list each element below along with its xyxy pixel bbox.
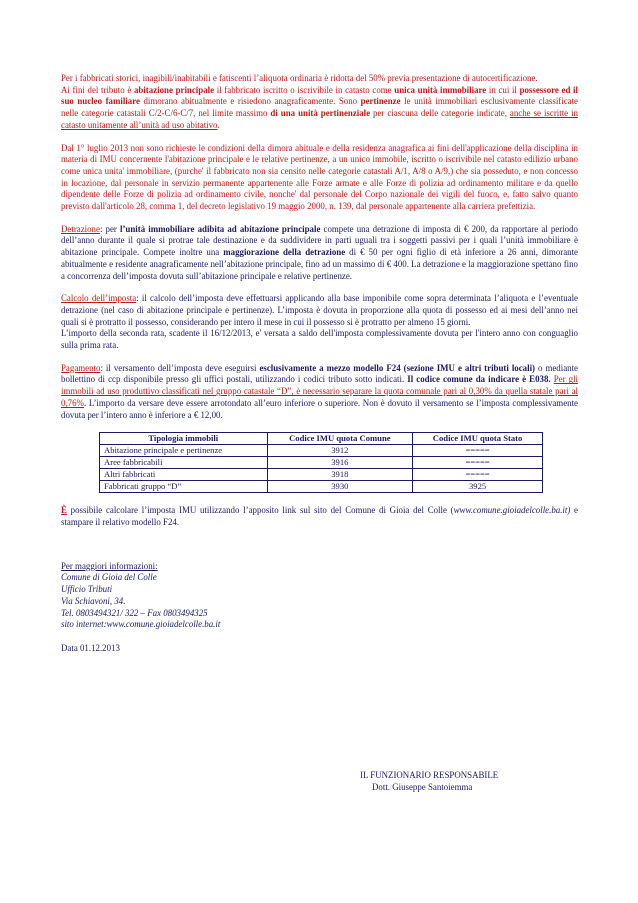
signature-title: IL FUNZIONARIO RESPONSABILE bbox=[360, 770, 499, 780]
table-cell: 3916 bbox=[267, 457, 413, 469]
contact-line: Comune di Gioia del Colle bbox=[61, 572, 157, 583]
signature-block bbox=[360, 770, 498, 793]
website-link[interactable]: www.comune.gioiadelcolle.ba.it) bbox=[453, 505, 571, 516]
calcolo-heading: Calcolo dell’imposta bbox=[61, 293, 137, 304]
table-header-row bbox=[100, 433, 543, 445]
paragraph-detrazione bbox=[61, 224, 578, 283]
document-body bbox=[61, 73, 578, 655]
paragraph-seconda-rata: L’importo della seconda rata, scadente il 16/12/2013, e' versata a saldo dell'imposta complessivamente dovuta per l'intero anno con conguaglio sulla prima rata. bbox=[61, 328, 578, 351]
text: : per bbox=[99, 223, 120, 234]
contact-line: Ufficio Tributi bbox=[61, 584, 113, 595]
table-cell: Fabbricati gruppo “D” bbox=[100, 481, 268, 493]
detrazione-heading: Detrazione bbox=[61, 223, 100, 234]
table-row bbox=[100, 469, 543, 481]
contacts-heading: Per maggiori informazioni: bbox=[61, 560, 158, 571]
bold-text: unica unità immobiliare bbox=[394, 84, 487, 95]
table-cell: 3930 bbox=[267, 481, 413, 493]
table-cell: 3925 bbox=[413, 481, 543, 493]
bold-text: esclusivamente a mezzo modello F24 (sezione IMU e altri tributi locali) bbox=[259, 362, 535, 373]
contact-line: Via Schiavoni, 34. bbox=[61, 595, 126, 606]
paragraph-pagamento bbox=[61, 363, 578, 422]
bold-text: abitazione principale bbox=[133, 84, 215, 95]
contact-line: Tel. 0803494321/ 322 – Fax 0803494325 bbox=[61, 607, 208, 618]
text: il fabbricato iscritto o iscrivibile in catasto come bbox=[214, 84, 395, 95]
text: di € 50 per ogni figlio di età inferiore a 26 anni, dimorante abitualmente e residente anagraficamente nell’abitazione principale, fino ad un massimo di € 400. La detrazione e la maggiorazione spettano fino a concorrenza dell’imposta dovuta sull’abitazione principale e relative pertinenze. bbox=[61, 247, 578, 281]
paragraph-link-calcolo bbox=[61, 505, 578, 528]
bold-lead: È bbox=[61, 505, 67, 516]
paragraph-fabbricati-storici: Per i fabbricati storici, inagibili/inabitabili e fatiscenti l’aliquota ordinaria è ridotta del 50% previa presentazione di autocertificazione. bbox=[61, 73, 538, 83]
underlined-text: Per gli immobili ad uso produttivo classificati nel gruppo catastale “D”, è necessario separare la quota comunale pari al 0,30% da quella statale pari al 0,76% bbox=[61, 374, 579, 408]
pagamento-heading: Pagamento bbox=[61, 362, 101, 373]
table-cell: Aree fabbricabili bbox=[100, 457, 268, 469]
contact-website[interactable]: sito internet:www.comune.gioiadelcolle.ba.it bbox=[61, 619, 221, 630]
table-cell: Abitazione principale e pertinenze bbox=[100, 445, 268, 457]
column-header: Codice IMU quota Stato bbox=[413, 433, 543, 445]
text: le unità immobiliari esclusivamente classificate nelle categorie catastali C/2-C/6-C/7, nel limite massimo bbox=[61, 96, 578, 119]
bold-text: maggiorazione della detrazione bbox=[223, 247, 346, 258]
table-row bbox=[100, 445, 543, 457]
table-cell: 3918 bbox=[267, 469, 413, 481]
text: e stampare il relativo modello F24. bbox=[61, 505, 578, 527]
bold-text: di una unità pertinenziale bbox=[270, 108, 371, 119]
bold-text: Il codice comune da indicare è E038. bbox=[407, 374, 551, 385]
table-cell: ===== bbox=[413, 469, 543, 481]
column-header: Codice IMU quota Comune bbox=[267, 433, 413, 445]
bold-text: possessore ed il suo nucleo familiare bbox=[61, 84, 578, 107]
text: . L’importo da versare deve essere arrotondato all’euro inferiore o superiore. Non è dovuto il versamento se l’imposta complessivamente dovuta per l’intero anno è inferiore a € 12,00. bbox=[61, 397, 578, 420]
text: compete una detrazione di imposta di € 200, da rapportare al periodo dell’anno durante il quale si protrae tale destinazione e da suddividere in parti uguali tra i soggetti passivi per i quali l’unità immobiliare è abitazione principale. Compete inoltre una bbox=[61, 223, 578, 258]
text: per ciascuna delle categorie indicate, bbox=[370, 108, 510, 119]
text: possibile calcolare l’imposta IMU utilizzando l’apposito link sul sito del Comune di Gioia del Colle ( bbox=[66, 505, 454, 516]
table-cell: 3912 bbox=[267, 445, 413, 457]
underlined-text: anche se iscritte in catasto unitamente all’unità ad uso abitativo bbox=[61, 108, 578, 130]
contacts-block bbox=[61, 561, 578, 631]
text: : il versamento dell’imposta deve eseguirsi bbox=[100, 362, 260, 373]
text: : il calcolo dell’imposta deve effettuarsi applicando alla base imponibile come sopra determinata l’aliquota e l’eventuale detrazione (nel caso di abitazione principale e pertinenze). L’imposta è dovuta in proporzione alla quota di possesso ed ai mesi dell’anno nei quali si è protratto il possesso, considerando per intero il mese in cui il possesso si è protratto per almeno 15 giorni. bbox=[61, 293, 578, 327]
table-cell: ===== bbox=[413, 457, 543, 469]
column-header: Tipologia immobili bbox=[100, 433, 268, 445]
table-row bbox=[100, 457, 543, 469]
bold-text: pertinenze bbox=[360, 96, 401, 107]
paragraph-luglio-2013: Dal 1° luglio 2013 non sono richieste le condizioni della dimora abituale e della residenza anagrafica ai fini dell'applicazione della disciplina in materia di IMU concernente l'abitazione principale e le relative pertinenze, a un unico immobile, iscritto o iscrivibile nel catasto edilizio urbano come unica unita' immobiliare, (purche' il fabbricato non sia censito nelle categorie catastali A/1, A/8 o A/9,) che sia posseduto, e non concesso in locazione, dal personale in servizio permanente appartenente alle Forze armate e alle Forze di polizia ad ordinamento militare e da quello dipendente delle Forze di polizia ad ordinamento civile, nonche' dal personale del Corpo nazionale dei vigili del fuoco, e, fatto salvo quanto previsto dall'articolo 28, comma 1, del decreto legislativo 19 maggio 2000, n. 139, dal personale appartenente alla carriera prefettizia. bbox=[61, 142, 578, 212]
text: in cui il bbox=[486, 84, 520, 95]
tax-codes-table bbox=[99, 432, 543, 493]
text: o mediante bollettino di ccp disponibile presso gli uffici postali, utilizzando i codici tributo sotto indicati. bbox=[61, 362, 578, 385]
text: dimorano abitualmente e risiedono anagraficamente. Sono bbox=[139, 96, 361, 107]
text: Ai fini del tributo è bbox=[61, 84, 134, 95]
signature-name: Dott. Giuseppe Santoiemma bbox=[372, 781, 473, 792]
paragraph-abitazione-principale bbox=[61, 85, 578, 132]
paragraph-calcolo bbox=[61, 293, 578, 328]
table-cell: Altri fabbricati bbox=[100, 469, 268, 481]
document-date: Data 01.12.2013 bbox=[61, 642, 120, 653]
table-row bbox=[100, 481, 543, 493]
text: . bbox=[217, 119, 220, 130]
bold-text: l’unità immobiliare adibita ad abitazione principale bbox=[120, 223, 321, 234]
table-cell: ===== bbox=[413, 445, 543, 457]
